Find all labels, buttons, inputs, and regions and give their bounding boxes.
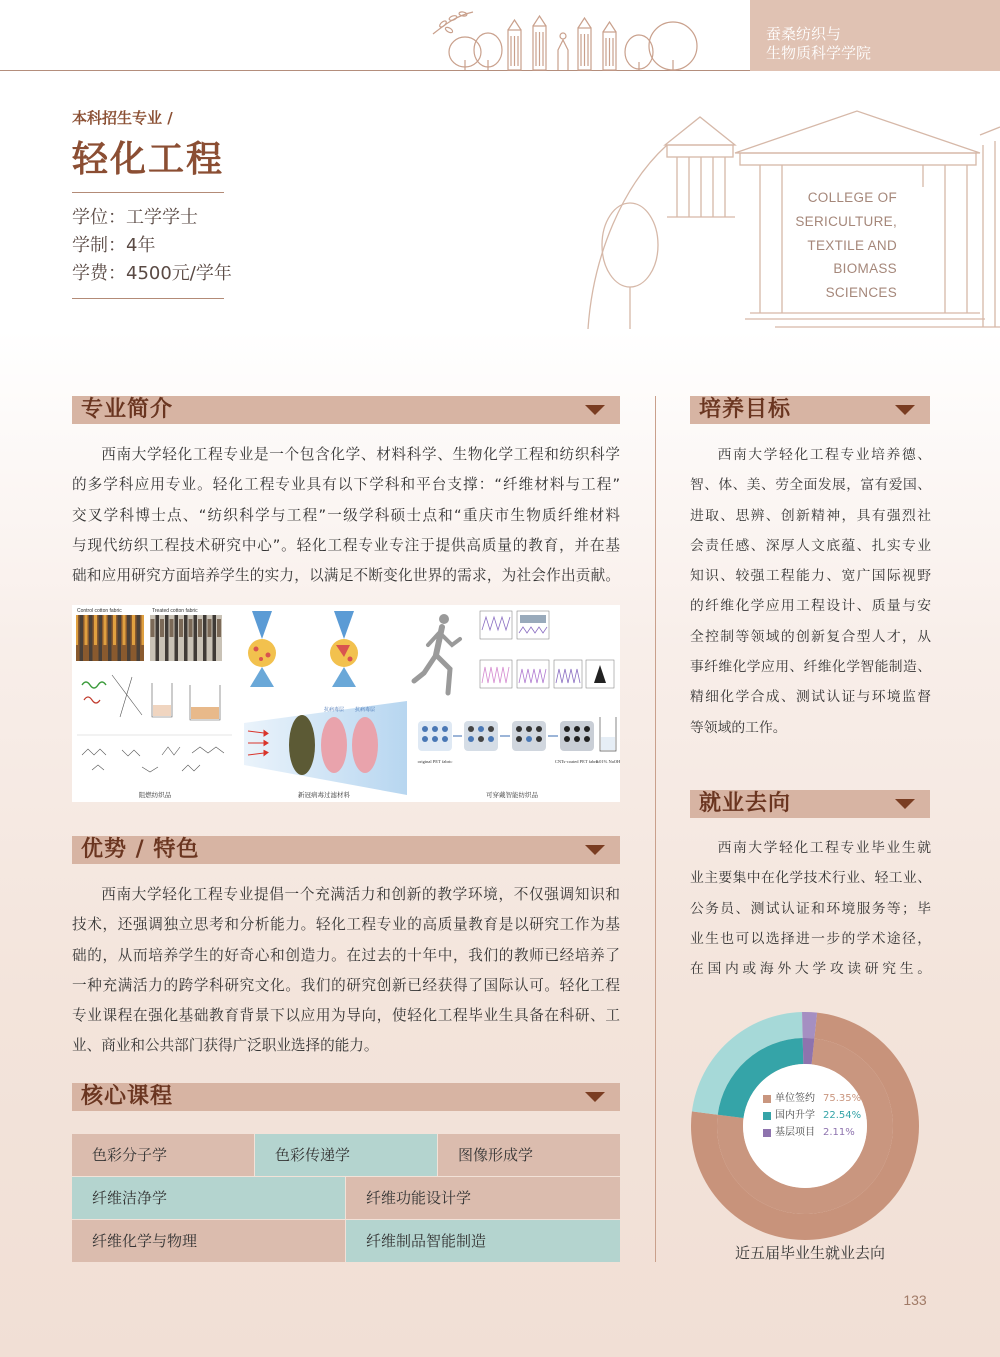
course-cell: 图像形成学 [438,1134,620,1176]
college-english-line: BIOMASS [833,261,897,277]
text-line: 与现代纺织工程技术研究中心”。轻化工程专业专注于提供高质量的教育，并在基 [72,536,620,554]
section-title: 优势 / 特色 [81,837,200,862]
legend-swatch [763,1112,771,1120]
figure-label: Treated cotton fabric [152,608,198,614]
section-title: 核心课程 [81,1084,174,1109]
text-line: 专业课程在强化基础教育背景下以应用为导向，使轻化工程毕业生具备在科研、工 [72,1007,620,1025]
section-header-features [72,836,620,864]
text-line: 在国内或海外大学攻读研究生。 [690,961,931,978]
text-line: 会责任感、深厚人文底蕴、扎实专业 [690,537,931,554]
text-line: 精细化学合成、测试认证与环境监督 [690,689,931,706]
triangle-down-icon [585,405,605,415]
text-line: 公务员、测试认证和环境服务等；毕 [690,900,931,917]
text-line: 业、商业和公共部门获得广泛职业选择的能力。 [72,1037,379,1055]
chemistry-scheme [77,675,232,772]
college-name-line2: 生物质科学学院 [766,44,872,62]
page-number: 133 [903,1292,927,1308]
college-name-box [750,0,1000,71]
antiviral-layer [352,717,378,773]
flame-retardant-panel [76,608,232,799]
features-paragraph [72,880,620,1062]
figure-caption: 可穿戴智能纺织品 [486,791,538,799]
pet-fabric-process [418,717,616,751]
intro-paragraph [72,440,620,591]
antiviral-layer [321,717,347,773]
duration-info: 学制：4年 [72,235,156,256]
career-paragraph [690,833,931,984]
column-divider [655,396,656,1262]
text-line: 西南大学轻化工程专业培养德、 [717,447,931,463]
wearable-textile-panel [414,611,620,799]
legend-value: 75.35% [823,1093,862,1104]
figure-label: CNTs-coated PET fabric [554,759,600,764]
legend-label: 国内升学 [775,1110,815,1121]
goals-paragraph [690,440,931,743]
research-figure [72,605,620,802]
text-line: 进取、思辨、创新精神，具有强烈社 [690,507,931,524]
college-name-line1: 蚕桑纺织与 [766,25,842,43]
text-line: 一种充满活力的跨学科研究文化。我们的研究创新已经获得了国际认可。轻化工程 [72,976,620,994]
text-line: 事纤维化学应用、纤维化学智能制造、 [690,659,931,676]
triangle-down-icon [895,799,915,809]
virus-capture-illustration-left [248,611,276,687]
section-header-goals [690,396,930,424]
figure-label: 抗病毒层 [323,707,345,713]
figure-label: 抗病毒层 [354,707,376,713]
college-english-line: SCIENCES [825,285,897,301]
triangle-down-icon [895,405,915,415]
text-line: 技术，还强调独立思考和分析能力。轻化工程专业的高质量教育是以研究工作为基 [72,916,620,934]
legend-swatch [763,1129,771,1137]
figure-label: Control cotton fabric [77,608,122,614]
college-english-line: SERICULTURE, [795,213,897,229]
course-cell: 色彩传递学 [255,1134,437,1176]
runner-silhouette [414,614,460,693]
legend-swatch [763,1095,771,1103]
course-cell: 纤维化学与物理 [72,1220,345,1262]
legend-value: 2.11% [823,1127,855,1138]
chart-caption: 近五届毕业生就业去向 [734,1244,885,1262]
text-line: 业生也可以选择进一步的学术途径， [690,930,931,947]
figure-caption: 阻燃纺织品 [138,791,172,799]
text-line: 西南大学轻化工程专业毕业生就 [717,840,931,856]
control-fabric-photo [76,615,144,661]
text-line: 西南大学轻化工程专业提倡一个充满活力和创新的教学环境，不仅强调知识和 [101,886,620,903]
text-line: 础和应用研究方面培养学生的实力，以满足不断变化世界的需求，为社会作出贡献。 [72,567,620,585]
info-rule [72,298,224,299]
triangle-down-icon [585,845,605,855]
degree-info: 学位：工学学士 [72,207,198,228]
tuition-info: 学费：4500元/学年 [72,263,232,284]
section-title: 专业简介 [81,397,174,422]
major-category: 本科招生专业 / [72,109,173,127]
legend-label: 基层项目 [775,1127,815,1138]
text-line: 础的，从而培养学生的好奇心和创造力。在过去的十年中，我们的教师已经培养了 [72,946,620,964]
figure-label: original PET fabric [417,759,453,764]
section-header-courses [72,1083,620,1111]
course-cell: 纤维洁净学 [72,1177,345,1219]
virus-filter-panel [244,611,407,799]
text-line: 全控制等领域的创新复合型人才，从 [690,628,931,645]
course-cell: 色彩分子学 [72,1134,254,1176]
figure-caption: 新冠病毒过滤材料 [298,791,350,799]
legend-label: 单位签约 [775,1093,815,1104]
section-header-intro [72,396,620,424]
page-title: 轻化工程 [72,139,225,180]
text-line: 西南大学轻化工程专业是一个包含化学、材料科学、生物化学工程和纺织科学 [101,446,620,463]
text-line: 业主要集中在化学技术行业、轻工业、 [690,870,931,887]
section-title: 培养目标 [699,397,792,422]
text-line: 交叉学科博士点、“纺织科学与工程”一级学科硕士点和“重庆市生物质纤维材料 [72,506,620,524]
text-line: 的纤维化学应用工程设计、质量与安 [690,598,931,615]
campus-skyline-illustration [425,0,725,72]
adsorption-layer [289,715,315,775]
virus-capture-illustration-right [330,611,358,687]
text-line: 知识、较强工程能力、宽广国际视野 [690,568,931,585]
college-english-name [700,186,897,305]
title-rule [72,192,224,193]
treated-fabric-photo [150,615,222,661]
course-cell: 纤维制品智能制造 [346,1220,620,1262]
sensor-signal-graphs [480,611,614,688]
text-line: 的多学科应用专业。轻化工程专业具有以下学科和平台支撑：“纤维材料与工程” [72,476,620,494]
section-title: 就业去向 [699,791,792,816]
section-header-career [690,790,930,818]
college-english-line: COLLEGE OF [807,190,897,205]
triangle-down-icon [585,1092,605,1102]
course-cell: 纤维功能设计学 [346,1177,620,1219]
college-english-line: TEXTILE AND [807,237,897,253]
text-line: 智、体、美、劳全面发展，富有爱国、 [690,477,931,494]
text-line: 等领域的工作。 [690,719,787,736]
legend-value: 22.54% [823,1110,862,1121]
figure-label: 0.01% NaOH [595,759,620,764]
